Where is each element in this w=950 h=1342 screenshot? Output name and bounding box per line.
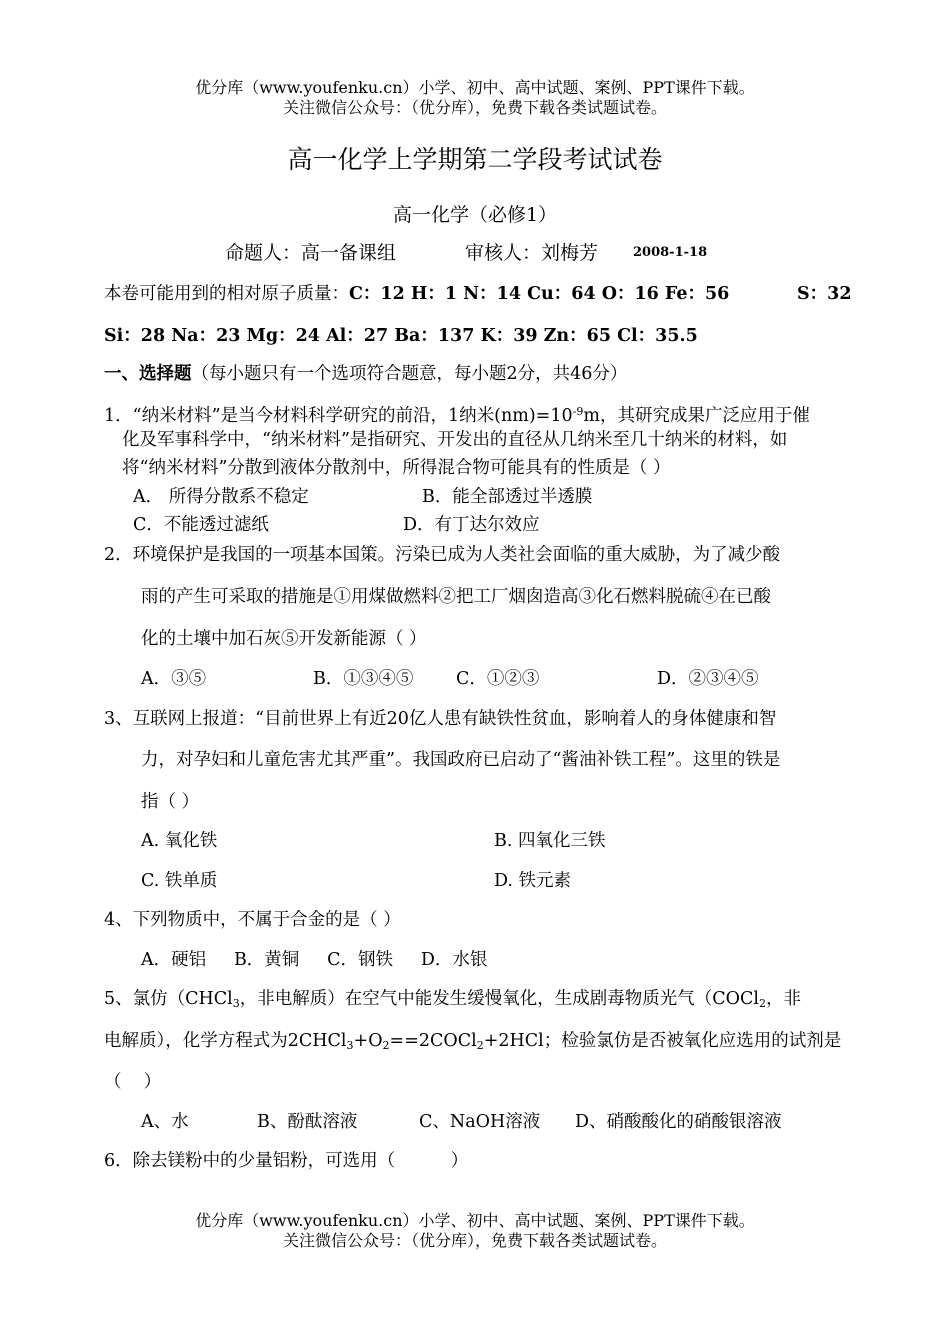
q2-line-3: 化的土壤中加石灰⑤开发新能源（ ） — [141, 629, 427, 649]
q5-l2-sub1: 3 — [346, 1039, 354, 1052]
header-line-1: 优分库（www.youfenku.cn）小学、初中、高中试题、案例、PPT课件下载。 — [195, 78, 755, 97]
q5-l2-c: ==2COCl — [389, 1031, 477, 1051]
q3-option-d: D. 铁元素 — [494, 871, 572, 891]
footer-line-1: 优分库（www.youfenku.cn）小学、初中、高中试题、案例、PPT课件下载。 — [195, 1211, 755, 1230]
atomic-mass-label: 本卷可能用到的相对原子质量： — [104, 284, 349, 304]
q1-option-a: A． 所得分散系不稳定 — [133, 487, 309, 507]
atomic-mass-line-1 — [104, 282, 729, 306]
q5-l1-a: 5、氯仿（CHCl — [104, 989, 233, 1009]
section-description: （每小题只有一个选项符合题意，每小题2分，共46分） — [191, 364, 628, 384]
reviewer: 审核人：刘梅芳 — [465, 242, 599, 264]
q1-exponent: -9 — [572, 405, 584, 418]
q3-line-2: 力，对孕妇和儿童危害尤其严重”。我国政府已启动了“酱油补铁工程”。这里的铁是 — [141, 750, 781, 770]
q2-option-a: A．③⑤ — [141, 669, 207, 689]
q3-line-3: 指（ ） — [141, 792, 200, 812]
q2-option-c: C．①②③ — [456, 669, 540, 689]
q5-line-3: （ ） — [104, 1072, 162, 1092]
exam-date: 2008-1-18 — [633, 245, 708, 260]
q5-option-c: C、NaOH溶液 — [419, 1112, 541, 1132]
footer-line-2: 关注微信公众号：（优分库），免费下载各类试题试卷。 — [282, 1231, 667, 1250]
atomic-mass-s: S：32 — [797, 284, 852, 304]
q1-option-d: D．有丁达尔效应 — [403, 515, 540, 535]
q1-line-1 — [104, 400, 810, 428]
q5-line-1 — [104, 987, 801, 1016]
q5-l1-c: ，非 — [766, 989, 802, 1009]
q5-line-2 — [104, 1029, 841, 1058]
q2-option-b: B．①③④⑤ — [313, 669, 414, 689]
section-heading — [104, 362, 627, 386]
q4-options: A．硬铝 B．黄铜 C．钢铁 D．水银 — [141, 950, 488, 970]
q1-option-b: B．能全部透过半透膜 — [422, 487, 593, 507]
q2-line-2: 雨的产生可采取的措施是①用煤做燃料②把工厂烟囱造高③化石燃料脱硫④在已酸 — [141, 587, 771, 607]
q5-l2-a: 电解质），化学方程式为2CHCl — [104, 1031, 347, 1051]
page-title: 高一化学上学期第二学段考试试卷 — [287, 145, 663, 174]
q5-l2-sub3: 2 — [476, 1039, 484, 1052]
q3-option-a: A. 氧化铁 — [141, 831, 218, 851]
q5-l2-b: +O — [353, 1031, 383, 1051]
q5-option-b: B、酚酞溶液 — [257, 1112, 358, 1132]
q5-l1-sub1: 3 — [232, 997, 240, 1010]
header-line-2: 关注微信公众号：（优分库），免费下载各类试题试卷。 — [282, 98, 667, 117]
q2-line-1: 2．环境保护是我国的一项基本国策。污染已成为人类社会面临的重大威胁，为了减少酸 — [104, 545, 781, 565]
subtitle: 高一化学（必修1） — [392, 204, 558, 226]
author: 命题人：高一备课组 — [225, 242, 397, 264]
q3-option-b: B. 四氧化三铁 — [494, 831, 606, 851]
q1-text-b: m，其研究成果广泛应用于催 — [583, 406, 810, 426]
atomic-mass-values-1: C：12 H：1 N：14 Cu：64 O：16 Fe：56 — [349, 284, 730, 304]
q1-line-3: 将“纳米材料”分散到液体分散剂中，所得混合物可能具有的性质是（ ） — [122, 458, 671, 478]
q5-l2-sub2: 2 — [382, 1039, 390, 1052]
q5-l1-sub2: 2 — [759, 997, 767, 1010]
q4-line-1: 4、下列物质中，不属于合金的是（ ） — [104, 910, 401, 930]
section-title: 一、选择题 — [104, 364, 192, 384]
q3-line-1: 3、互联网上报道：“目前世界上有近20亿人患有缺铁性贫血，影响着人的身体健康和智 — [104, 709, 777, 729]
q6-line-1: 6．除去镁粉中的少量铝粉，可选用（ ） — [104, 1151, 469, 1171]
q1-line-2: 化及军事科学中，“纳米材料”是指研究、开发出的直径从几纳米至几十纳米的材料，如 — [122, 430, 788, 450]
q5-l2-d: +2HCl；检验氯仿是否被氧化应选用的试剂是 — [483, 1031, 842, 1051]
q1-text-a: 1．“纳米材料”是当今材料科学研究的前沿，1纳米(nm)=10 — [104, 406, 573, 426]
q5-option-d: D、硝酸酸化的硝酸银溶液 — [575, 1112, 782, 1132]
q5-l1-b: ，非电解质）在空气中能发生缓慢氧化，生成剧毒物质光气（COCl — [239, 989, 760, 1009]
q5-option-a: A、水 — [141, 1112, 189, 1132]
q2-option-d: D．②③④⑤ — [657, 669, 759, 689]
atomic-mass-line-2: Si：28 Na：23 Mg：24 Al：27 Ba：137 K：39 Zn：65 Cl：35.5 — [104, 326, 698, 346]
q3-option-c: C. 铁单质 — [141, 871, 218, 891]
q1-option-c: C．不能透过滤纸 — [133, 515, 269, 535]
